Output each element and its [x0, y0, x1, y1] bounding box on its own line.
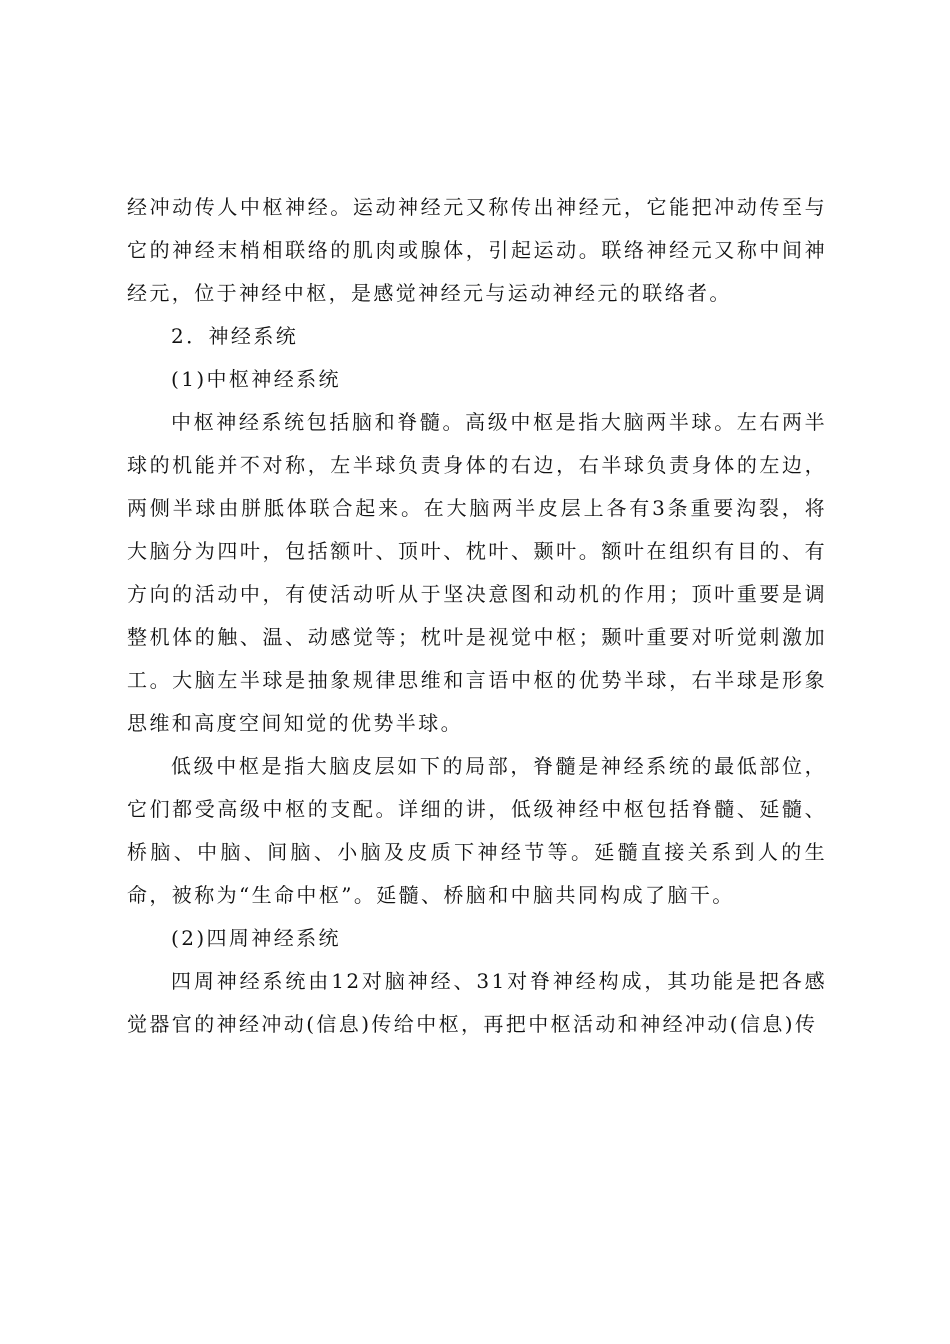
subsection-heading-peripheral-nervous-system: (2)四周神经系统 [171, 926, 341, 950]
section-heading-nervous-system: 2．神经系统 [171, 324, 299, 348]
paragraph-central-nervous-system: 中枢神经系统包括脑和脊髓。高级中枢是指大脑两半球。左右两半球的机能并不对称，左半球负责身体的右边，右半球负责身体的左边，两侧半球由胼胝体联合起来。在大脑两半皮层上各有3条重要沟裂，将大脑分为四叶，包括额叶、顶叶、枕叶、颞叶。额叶在组织有目的、有方向的活动中，有使活动听从于坚决意图和动机的作用；顶叶重要是调整机体的触、温、动感觉等；枕叶是视觉中枢；颞叶重要对听觉刺激加工。大脑左半球是抽象规律思维和言语中枢的优势半球，右半球是形象思维和高度空间知觉的优势半球。 [127, 410, 827, 735]
paragraph-peripheral-nervous-system: 四周神经系统由12对脑神经、31对脊神经构成，其功能是把各感觉器官的神经冲动(信息)传给中枢，再把中枢活动和神经冲动(信息)传 [127, 969, 827, 1036]
document-body [127, 186, 827, 1046]
paragraph-lower-centers: 低级中枢是指大脑皮层如下的局部，脊髓是神经系统的最低部位，它们都受高级中枢的支配。详细的讲，低级神经中枢包括脊髓、延髓、桥脑、中脑、间脑、小脑及皮质下神经节等。延髓直接关系到人的生命，被称为“生命中枢”。延髓、桥脑和中脑共同构成了脑干。 [127, 754, 827, 907]
paragraph-neuron-continuation: 经冲动传人中枢神经。运动神经元又称传出神经元，它能把冲动传至与它的神经末梢相联络的肌肉或腺体，引起运动。联络神经元又称中间神经元，位于神经中枢，是感觉神经元与运动神经元的联络者。 [127, 195, 827, 305]
subsection-heading-central-nervous-system: (1)中枢神经系统 [171, 367, 341, 391]
